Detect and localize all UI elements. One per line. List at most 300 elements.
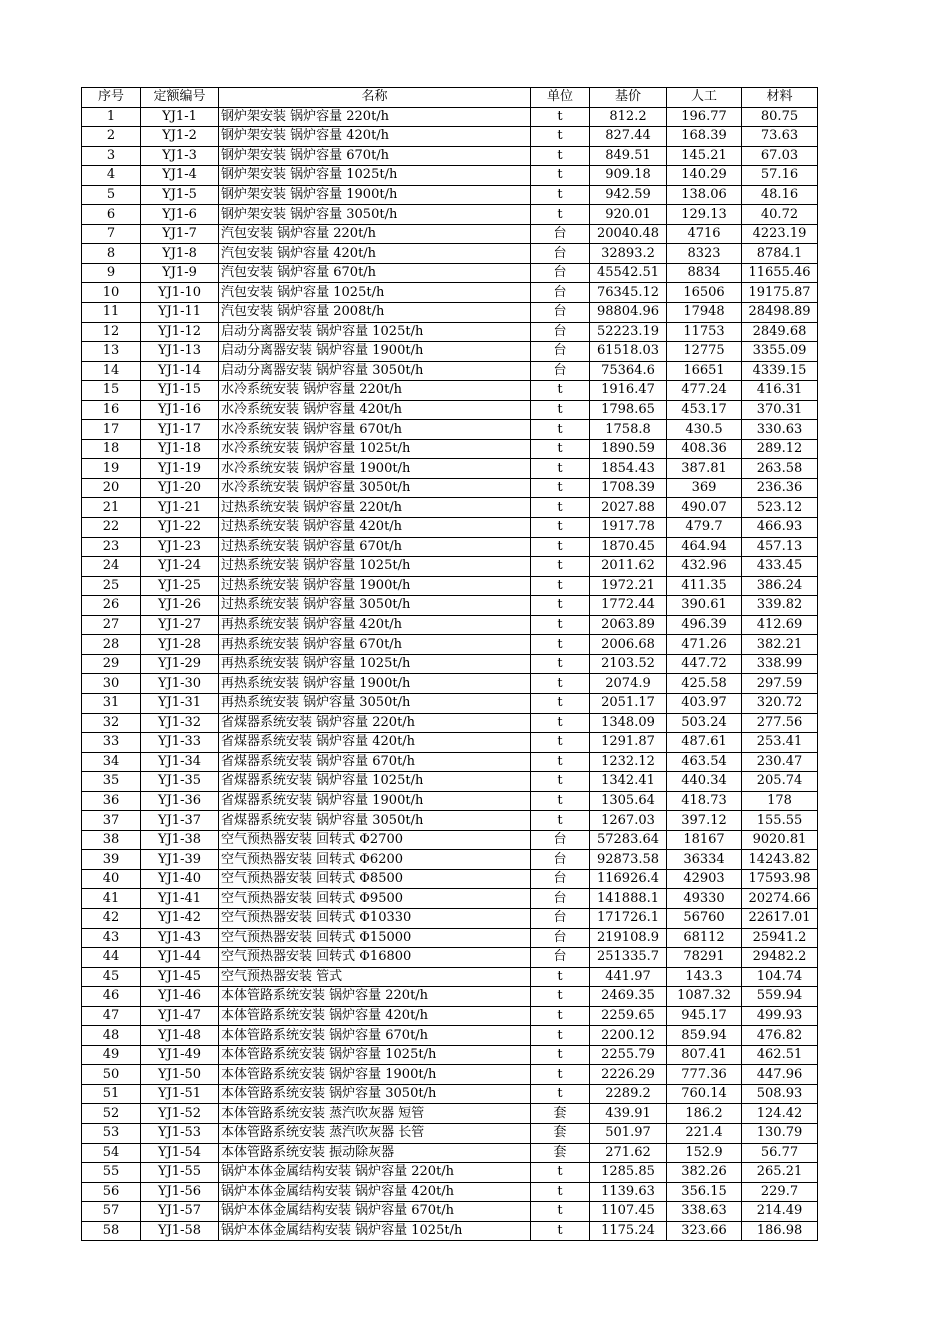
cell-seq: 20	[82, 478, 141, 498]
cell-unit: t	[531, 205, 590, 225]
table-row	[82, 1202, 818, 1222]
cell-code: YJ1-14	[141, 361, 219, 381]
cell-name: 本体管路系统安装 蒸汽吹灰器 短管	[219, 1104, 531, 1124]
table-row	[82, 146, 818, 166]
cell-code: YJ1-2	[141, 127, 219, 147]
cell-name: 钢炉架安装 锅炉容量 1900t/h	[219, 185, 531, 205]
table-row	[82, 693, 818, 713]
cell-base-price: 1305.64	[590, 791, 667, 811]
cell-name: 水冷系统安装 锅炉容量 3050t/h	[219, 478, 531, 498]
table-row	[82, 635, 818, 655]
cell-material: 214.49	[742, 1202, 818, 1222]
cell-name: 过热系统安装 锅炉容量 420t/h	[219, 518, 531, 538]
cell-material: 80.75	[742, 107, 818, 127]
cell-material: 523.12	[742, 498, 818, 518]
cell-code: YJ1-13	[141, 342, 219, 362]
cell-material: 130.79	[742, 1123, 818, 1143]
cell-unit: t	[531, 537, 590, 557]
cell-code: YJ1-10	[141, 283, 219, 303]
cell-base-price: 1917.78	[590, 518, 667, 538]
cell-code: YJ1-20	[141, 478, 219, 498]
cell-seq: 38	[82, 830, 141, 850]
cell-seq: 4	[82, 166, 141, 186]
cell-base-price: 1708.39	[590, 478, 667, 498]
table-row	[82, 811, 818, 831]
cell-seq: 51	[82, 1084, 141, 1104]
cell-base-price: 61518.03	[590, 342, 667, 362]
cell-base-price: 849.51	[590, 146, 667, 166]
cell-labor: 168.39	[667, 127, 742, 147]
cell-seq: 7	[82, 224, 141, 244]
cell-name: 本体管路系统安装 锅炉容量 670t/h	[219, 1026, 531, 1046]
cell-seq: 13	[82, 342, 141, 362]
cell-name: 过热系统安装 锅炉容量 220t/h	[219, 498, 531, 518]
table-row	[82, 459, 818, 479]
cell-code: YJ1-44	[141, 948, 219, 968]
cell-name: 本体管路系统安装 蒸汽吹灰器 长管	[219, 1123, 531, 1143]
table-row	[82, 1104, 818, 1124]
cell-labor: 17948	[667, 303, 742, 323]
cell-labor: 945.17	[667, 1006, 742, 1026]
cell-base-price: 2006.68	[590, 635, 667, 655]
cell-material: 412.69	[742, 615, 818, 635]
cell-seq: 12	[82, 322, 141, 342]
cell-name: 锅炉本体金属结构安装 锅炉容量 420t/h	[219, 1182, 531, 1202]
cell-unit: 台	[531, 322, 590, 342]
cell-material: 386.24	[742, 576, 818, 596]
cell-labor: 471.26	[667, 635, 742, 655]
cell-code: YJ1-17	[141, 420, 219, 440]
cell-material: 9020.81	[742, 830, 818, 850]
cell-seq: 30	[82, 674, 141, 694]
cell-unit: t	[531, 772, 590, 792]
cell-base-price: 1232.12	[590, 752, 667, 772]
cell-labor: 411.35	[667, 576, 742, 596]
cell-seq: 34	[82, 752, 141, 772]
table-row	[82, 420, 818, 440]
cell-name: 启动分离器安装 锅炉容量 3050t/h	[219, 361, 531, 381]
table-row	[82, 381, 818, 401]
cell-unit: t	[531, 654, 590, 674]
cell-unit: t	[531, 127, 590, 147]
table-row	[82, 537, 818, 557]
cell-labor: 11753	[667, 322, 742, 342]
cell-base-price: 98804.96	[590, 303, 667, 323]
cell-material: 2849.68	[742, 322, 818, 342]
cell-name: 省煤器系统安装 锅炉容量 1025t/h	[219, 772, 531, 792]
cell-unit: t	[531, 1182, 590, 1202]
cell-unit: t	[531, 576, 590, 596]
cell-material: 22617.01	[742, 908, 818, 928]
cell-code: YJ1-37	[141, 811, 219, 831]
cell-labor: 387.81	[667, 459, 742, 479]
cell-material: 56.77	[742, 1143, 818, 1163]
cell-code: YJ1-4	[141, 166, 219, 186]
cell-material: 4223.19	[742, 224, 818, 244]
table-row	[82, 1084, 818, 1104]
table-row	[82, 713, 818, 733]
cell-base-price: 1758.8	[590, 420, 667, 440]
table-row	[82, 772, 818, 792]
table-row	[82, 361, 818, 381]
cell-material: 230.47	[742, 752, 818, 772]
cell-seq: 46	[82, 987, 141, 1007]
header-code: 定额编号	[141, 88, 219, 108]
cell-base-price: 52223.19	[590, 322, 667, 342]
cell-name: 钢炉架安装 锅炉容量 420t/h	[219, 127, 531, 147]
cell-code: YJ1-26	[141, 596, 219, 616]
table-row	[82, 185, 818, 205]
cell-labor: 490.07	[667, 498, 742, 518]
cell-seq: 37	[82, 811, 141, 831]
cell-name: 启动分离器安装 锅炉容量 1900t/h	[219, 342, 531, 362]
cell-base-price: 20040.48	[590, 224, 667, 244]
cell-seq: 40	[82, 869, 141, 889]
cell-code: YJ1-52	[141, 1104, 219, 1124]
cell-seq: 23	[82, 537, 141, 557]
cell-material: 263.58	[742, 459, 818, 479]
cell-base-price: 2289.2	[590, 1084, 667, 1104]
cell-labor: 221.4	[667, 1123, 742, 1143]
cell-code: YJ1-57	[141, 1202, 219, 1222]
cell-base-price: 1348.09	[590, 713, 667, 733]
cell-unit: 台	[531, 889, 590, 909]
cell-labor: 403.97	[667, 693, 742, 713]
cell-base-price: 141888.1	[590, 889, 667, 909]
cell-name: 省煤器系统安装 锅炉容量 670t/h	[219, 752, 531, 772]
cell-labor: 12775	[667, 342, 742, 362]
table-row	[82, 576, 818, 596]
cell-code: YJ1-8	[141, 244, 219, 264]
cell-name: 空气预热器安装 回转式 Φ2700	[219, 830, 531, 850]
table-row	[82, 244, 818, 264]
cell-base-price: 909.18	[590, 166, 667, 186]
cell-seq: 48	[82, 1026, 141, 1046]
cell-name: 水冷系统安装 锅炉容量 1025t/h	[219, 439, 531, 459]
cell-labor: 356.15	[667, 1182, 742, 1202]
table-row	[82, 596, 818, 616]
table-row	[82, 166, 818, 186]
cell-unit: 台	[531, 224, 590, 244]
table-row	[82, 987, 818, 1007]
table-row	[82, 322, 818, 342]
cell-labor: 807.41	[667, 1045, 742, 1065]
cell-seq: 41	[82, 889, 141, 909]
cell-base-price: 2074.9	[590, 674, 667, 694]
cell-code: YJ1-34	[141, 752, 219, 772]
table-row	[82, 967, 818, 987]
cell-labor: 140.29	[667, 166, 742, 186]
cell-name: 钢炉架安装 锅炉容量 3050t/h	[219, 205, 531, 225]
cell-code: YJ1-15	[141, 381, 219, 401]
cell-seq: 21	[82, 498, 141, 518]
cell-material: 124.42	[742, 1104, 818, 1124]
cell-seq: 44	[82, 948, 141, 968]
cell-seq: 54	[82, 1143, 141, 1163]
cell-name: 省煤器系统安装 锅炉容量 220t/h	[219, 713, 531, 733]
cell-code: YJ1-41	[141, 889, 219, 909]
cell-unit: 台	[531, 303, 590, 323]
cell-material: 57.16	[742, 166, 818, 186]
cell-base-price: 501.97	[590, 1123, 667, 1143]
cell-material: 186.98	[742, 1221, 818, 1241]
cell-labor: 143.3	[667, 967, 742, 987]
cell-base-price: 1890.59	[590, 439, 667, 459]
cell-material: 466.93	[742, 518, 818, 538]
cell-labor: 760.14	[667, 1084, 742, 1104]
cell-base-price: 1870.45	[590, 537, 667, 557]
cell-unit: t	[531, 557, 590, 577]
cell-base-price: 271.62	[590, 1143, 667, 1163]
cell-base-price: 812.2	[590, 107, 667, 127]
cell-material: 73.63	[742, 127, 818, 147]
cell-code: YJ1-16	[141, 400, 219, 420]
cell-code: YJ1-43	[141, 928, 219, 948]
cell-code: YJ1-30	[141, 674, 219, 694]
cell-unit: 台	[531, 830, 590, 850]
cell-code: YJ1-22	[141, 518, 219, 538]
cell-seq: 31	[82, 693, 141, 713]
cell-code: YJ1-58	[141, 1221, 219, 1241]
cell-unit: 套	[531, 1143, 590, 1163]
table-row	[82, 439, 818, 459]
cell-name: 空气预热器安装 回转式 Φ15000	[219, 928, 531, 948]
cell-labor: 382.26	[667, 1163, 742, 1183]
cell-material: 178	[742, 791, 818, 811]
cell-material: 4339.15	[742, 361, 818, 381]
cell-seq: 9	[82, 263, 141, 283]
cell-seq: 27	[82, 615, 141, 635]
cell-unit: 套	[531, 1104, 590, 1124]
table-row	[82, 752, 818, 772]
cell-labor: 338.63	[667, 1202, 742, 1222]
cell-material: 104.74	[742, 967, 818, 987]
table-row	[82, 1182, 818, 1202]
cell-code: YJ1-32	[141, 713, 219, 733]
cell-unit: t	[531, 381, 590, 401]
cell-base-price: 2051.17	[590, 693, 667, 713]
cell-labor: 440.34	[667, 772, 742, 792]
cell-seq: 14	[82, 361, 141, 381]
table-row	[82, 518, 818, 538]
table-row	[82, 1143, 818, 1163]
cell-seq: 52	[82, 1104, 141, 1124]
cell-material: 462.51	[742, 1045, 818, 1065]
cell-name: 空气预热器安装 回转式 Φ9500	[219, 889, 531, 909]
cell-material: 457.13	[742, 537, 818, 557]
cell-base-price: 2103.52	[590, 654, 667, 674]
header-labor: 人工	[667, 88, 742, 108]
cell-unit: t	[531, 615, 590, 635]
cell-seq: 29	[82, 654, 141, 674]
table-row	[82, 615, 818, 635]
table-row	[82, 733, 818, 753]
cell-unit: 台	[531, 850, 590, 870]
table-row	[82, 478, 818, 498]
cell-labor: 464.94	[667, 537, 742, 557]
cell-unit: t	[531, 498, 590, 518]
cell-labor: 16651	[667, 361, 742, 381]
cell-name: 汽包安装 锅炉容量 670t/h	[219, 263, 531, 283]
cell-unit: t	[531, 1026, 590, 1046]
cell-seq: 10	[82, 283, 141, 303]
cell-name: 本体管路系统安装 锅炉容量 1025t/h	[219, 1045, 531, 1065]
quota-table	[81, 87, 818, 1241]
table-row	[82, 850, 818, 870]
cell-base-price: 1772.44	[590, 596, 667, 616]
table-row	[82, 400, 818, 420]
cell-unit: t	[531, 166, 590, 186]
table-row	[82, 830, 818, 850]
cell-name: 过热系统安装 锅炉容量 670t/h	[219, 537, 531, 557]
cell-labor: 1087.32	[667, 987, 742, 1007]
cell-name: 空气预热器安装 管式	[219, 967, 531, 987]
cell-labor: 496.39	[667, 615, 742, 635]
cell-labor: 418.73	[667, 791, 742, 811]
cell-material: 447.96	[742, 1065, 818, 1085]
cell-code: YJ1-42	[141, 908, 219, 928]
table-row	[82, 224, 818, 244]
cell-name: 汽包安装 锅炉容量 420t/h	[219, 244, 531, 264]
cell-unit: t	[531, 596, 590, 616]
cell-labor: 323.66	[667, 1221, 742, 1241]
cell-base-price: 45542.51	[590, 263, 667, 283]
cell-seq: 35	[82, 772, 141, 792]
cell-seq: 57	[82, 1202, 141, 1222]
cell-code: YJ1-31	[141, 693, 219, 713]
cell-labor: 196.77	[667, 107, 742, 127]
cell-labor: 186.2	[667, 1104, 742, 1124]
cell-code: YJ1-40	[141, 869, 219, 889]
cell-seq: 28	[82, 635, 141, 655]
cell-labor: 8834	[667, 263, 742, 283]
table-row	[82, 928, 818, 948]
cell-code: YJ1-21	[141, 498, 219, 518]
cell-base-price: 1139.63	[590, 1182, 667, 1202]
cell-name: 钢炉架安装 锅炉容量 1025t/h	[219, 166, 531, 186]
cell-base-price: 1342.41	[590, 772, 667, 792]
cell-name: 再热系统安装 锅炉容量 1025t/h	[219, 654, 531, 674]
cell-base-price: 76345.12	[590, 283, 667, 303]
cell-name: 水冷系统安装 锅炉容量 1900t/h	[219, 459, 531, 479]
cell-code: YJ1-53	[141, 1123, 219, 1143]
cell-base-price: 1175.24	[590, 1221, 667, 1241]
table-row	[82, 1006, 818, 1026]
cell-labor: 777.36	[667, 1065, 742, 1085]
cell-name: 锅炉本体金属结构安装 锅炉容量 1025t/h	[219, 1221, 531, 1241]
cell-material: 499.93	[742, 1006, 818, 1026]
cell-base-price: 251335.7	[590, 948, 667, 968]
cell-labor: 479.7	[667, 518, 742, 538]
cell-name: 省煤器系统安装 锅炉容量 420t/h	[219, 733, 531, 753]
cell-seq: 5	[82, 185, 141, 205]
cell-name: 再热系统安装 锅炉容量 670t/h	[219, 635, 531, 655]
cell-code: YJ1-56	[141, 1182, 219, 1202]
cell-labor: 68112	[667, 928, 742, 948]
cell-unit: 台	[531, 948, 590, 968]
cell-code: YJ1-23	[141, 537, 219, 557]
cell-seq: 45	[82, 967, 141, 987]
cell-material: 297.59	[742, 674, 818, 694]
cell-name: 本体管路系统安装 锅炉容量 3050t/h	[219, 1084, 531, 1104]
cell-code: YJ1-39	[141, 850, 219, 870]
cell-base-price: 2255.79	[590, 1045, 667, 1065]
cell-unit: t	[531, 420, 590, 440]
cell-seq: 2	[82, 127, 141, 147]
cell-name: 钢炉架安装 锅炉容量 670t/h	[219, 146, 531, 166]
cell-material: 370.31	[742, 400, 818, 420]
cell-code: YJ1-12	[141, 322, 219, 342]
cell-code: YJ1-3	[141, 146, 219, 166]
cell-name: 水冷系统安装 锅炉容量 420t/h	[219, 400, 531, 420]
cell-name: 再热系统安装 锅炉容量 3050t/h	[219, 693, 531, 713]
cell-code: YJ1-29	[141, 654, 219, 674]
cell-seq: 18	[82, 439, 141, 459]
cell-code: YJ1-51	[141, 1084, 219, 1104]
cell-material: 236.36	[742, 478, 818, 498]
cell-material: 28498.89	[742, 303, 818, 323]
cell-base-price: 2469.35	[590, 987, 667, 1007]
cell-material: 19175.87	[742, 283, 818, 303]
cell-name: 空气预热器安装 回转式 Φ10330	[219, 908, 531, 928]
cell-code: YJ1-19	[141, 459, 219, 479]
cell-material: 253.41	[742, 733, 818, 753]
table-row	[82, 557, 818, 577]
cell-base-price: 92873.58	[590, 850, 667, 870]
cell-material: 8784.1	[742, 244, 818, 264]
cell-labor: 78291	[667, 948, 742, 968]
header-base-price: 基价	[590, 88, 667, 108]
cell-unit: t	[531, 987, 590, 1007]
cell-seq: 32	[82, 713, 141, 733]
cell-base-price: 441.97	[590, 967, 667, 987]
cell-name: 水冷系统安装 锅炉容量 670t/h	[219, 420, 531, 440]
cell-material: 29482.2	[742, 948, 818, 968]
cell-name: 空气预热器安装 回转式 Φ6200	[219, 850, 531, 870]
cell-unit: t	[531, 439, 590, 459]
cell-name: 空气预热器安装 回转式 Φ16800	[219, 948, 531, 968]
header-unit: 单位	[531, 88, 590, 108]
table-row	[82, 303, 818, 323]
cell-unit: 台	[531, 263, 590, 283]
cell-unit: t	[531, 791, 590, 811]
cell-material: 229.7	[742, 1182, 818, 1202]
cell-code: YJ1-50	[141, 1065, 219, 1085]
cell-seq: 26	[82, 596, 141, 616]
cell-material: 40.72	[742, 205, 818, 225]
cell-code: YJ1-6	[141, 205, 219, 225]
cell-seq: 25	[82, 576, 141, 596]
cell-name: 汽包安装 锅炉容量 2008t/h	[219, 303, 531, 323]
cell-labor: 425.58	[667, 674, 742, 694]
cell-labor: 487.61	[667, 733, 742, 753]
cell-labor: 16506	[667, 283, 742, 303]
cell-seq: 53	[82, 1123, 141, 1143]
cell-unit: t	[531, 693, 590, 713]
cell-base-price: 171726.1	[590, 908, 667, 928]
table-row	[82, 205, 818, 225]
cell-seq: 3	[82, 146, 141, 166]
cell-code: YJ1-24	[141, 557, 219, 577]
cell-name: 过热系统安装 锅炉容量 1025t/h	[219, 557, 531, 577]
cell-base-price: 2259.65	[590, 1006, 667, 1026]
cell-material: 14243.82	[742, 850, 818, 870]
cell-labor: 432.96	[667, 557, 742, 577]
table-row	[82, 342, 818, 362]
cell-base-price: 1285.85	[590, 1163, 667, 1183]
table-row	[82, 1163, 818, 1183]
cell-unit: t	[531, 752, 590, 772]
